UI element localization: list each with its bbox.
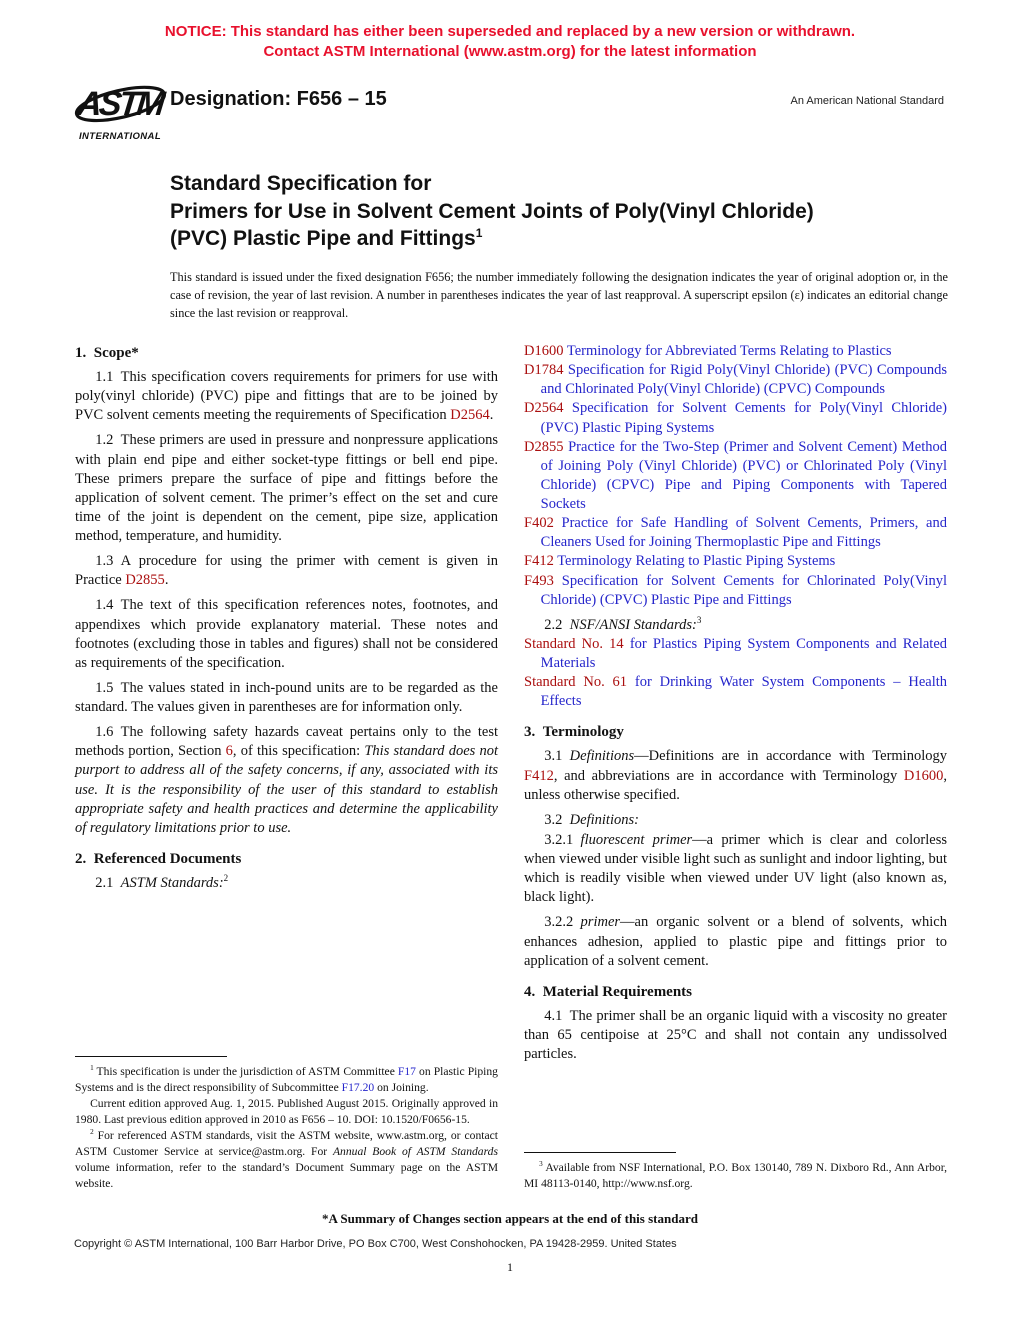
doc-link[interactable]: D2855 [524, 438, 564, 455]
text-run: 1.6 The following safety hazards caveat pertains only to the test methods portion, Section [75, 724, 498, 760]
astm-logo-icon [72, 72, 168, 130]
footnote-2 [75, 1128, 498, 1192]
para-2-1 [75, 874, 498, 893]
ref-d2855 [524, 438, 947, 515]
text-run: —an organic solvent or a blend of solvents, which enhances adhesion, applied to plastic pipe and fittings prior to application of a solvent cement. [524, 914, 947, 969]
text-run: 1. Scope* [75, 345, 139, 361]
text-run: 2. Referenced Documents [75, 850, 242, 867]
ref-f412 [524, 552, 947, 571]
text-run: . [164, 572, 169, 589]
right-column-footnotes [524, 1152, 947, 1192]
text-run: For referenced ASTM standards, visit the ASTM website, www.astm.org, or contact ASTM Customer Service at service@astm.org. For [75, 1129, 498, 1159]
ref-nsf-standard-61 [524, 673, 947, 711]
issue-note: This standard is issued under the fixed designation F656; the number immediately following the designation indicates the year of original adoption or, in the case of revision, the year of last revision. A number in parentheses indicates the year of last reapproval. A superscript epsilon (ε) indicates an editorial change since the last revision or reapproval. [170, 270, 948, 321]
text-run: . [489, 407, 494, 424]
footnote-ref: 2 [90, 1128, 94, 1137]
footnote-1-edition [75, 1096, 498, 1128]
doc-link[interactable]: D2564 [524, 400, 564, 417]
doc-link[interactable]: D2564 [450, 407, 490, 424]
footnote-1 [75, 1064, 498, 1096]
text-run: 4. Material Requirements [524, 983, 693, 1000]
text-run: 3.2.2 [544, 914, 581, 931]
text-run: fluorescent primer [580, 831, 693, 848]
doc-link[interactable]: D1600 [903, 767, 944, 784]
title-kicker: Standard Specification for [170, 172, 432, 195]
text-run: on Plastic Piping Systems and is the direct responsibility of Subcommittee [75, 1065, 498, 1095]
ref-nsf-standard-14 [524, 635, 947, 673]
doc-link[interactable]: Standard No. 61 [524, 674, 628, 691]
astm-logo-subtitle: INTERNATIONAL [78, 131, 162, 142]
text-run: , unless otherwise specified. [524, 767, 947, 803]
ref-d1784 [524, 361, 947, 399]
withdrawal-notice [0, 22, 1020, 63]
ref-d1600 [524, 342, 947, 361]
national-standard-note: An American National Standard [790, 95, 944, 107]
text-run: 1.1 This specification covers requirements for primers for use with poly(vinyl chloride) (PVC) pipe and fittings that are to be joined by PVC solvent cements meeting the requirements of Specification [75, 369, 498, 424]
doc-link[interactable]: Specification for Solvent Cements for Poly(Vinyl Chloride) (PVC) Plastic Piping Systems [540, 400, 947, 436]
section-heading-terminology [524, 724, 947, 741]
footnote-ref: 3 [539, 1160, 543, 1169]
para-1-1 [75, 368, 498, 425]
footnote-rule [75, 1056, 227, 1057]
doc-link[interactable]: F17.20 [341, 1081, 375, 1095]
footnote-ref: 2 [223, 873, 229, 884]
para-1-4 [75, 596, 498, 673]
section-heading-material-requirements [524, 984, 947, 1001]
text-run: Current edition approved Aug. 1, 2015. Published August 2015. Originally approved in 1980. Last previous edition approved in 2010 as F656 – 10. DOI: 10.1520/F0656-15. [75, 1097, 498, 1127]
withdrawal-notice-line1: NOTICE: This standard has either been superseded and replaced by a new version or withdrawn. [164, 23, 856, 40]
text-run: This standard does not purport to address all of the safety concerns, if any, associated with its use. It is the responsibility of the user of this standard to establish appropriate safety and health practices and determine the applicability of regulatory limitations prior to use. [75, 743, 498, 836]
title-main [170, 198, 820, 253]
text-run: primer [580, 914, 621, 931]
text-run: Available from NSF International, P.O. Box 130140, 789 N. Dixboro Rd., Ann Arbor, MI 48113-0140, http://www.nsf.org. [524, 1161, 947, 1191]
text-run: NSF/ANSI Standards: [569, 616, 697, 633]
doc-link[interactable]: Standard No. 14 [524, 635, 624, 652]
text-run: , of this specification: [232, 743, 365, 760]
copyright-line: Copyright © ASTM International, 100 Barr Harbor Drive, PO Box C700, West Conshohocken, PA 19428-2959. United States [74, 1238, 677, 1250]
para-3-2 [524, 811, 947, 830]
footnote-rule [524, 1152, 676, 1153]
ref-f493 [524, 572, 947, 610]
text-run: , and abbreviations are in accordance with Terminology [553, 767, 904, 784]
section-heading-referenced-documents [75, 851, 498, 868]
para-1-2 [75, 431, 498, 546]
doc-link[interactable]: D1600 [524, 343, 564, 359]
text-run: Definitions [569, 748, 635, 765]
doc-link[interactable]: Practice for Safe Handling of Solvent Cements, Primers, and Cleaners Used for Joining Thermoplastic Pipe and Fittings [540, 515, 947, 551]
text-run: ASTM Standards: [120, 874, 224, 891]
doc-link[interactable]: Terminology Relating to Plastic Piping Systems [553, 553, 836, 570]
two-column-body [75, 342, 947, 1192]
para-3-2-2 [524, 913, 947, 970]
doc-link[interactable]: for Plastics Piping System Components and Related Materials [540, 635, 947, 671]
right-column [524, 342, 947, 1192]
para-3-1 [524, 747, 947, 804]
para-1-3 [75, 552, 498, 590]
text-run: on Joining. [374, 1081, 429, 1095]
text-run: 1.3 A procedure for using the primer with cement is given in Practice [75, 553, 498, 589]
withdrawal-notice-line2: Contact ASTM International (www.astm.org) for the latest information [263, 43, 757, 61]
text-run: —a primer which is clear and colorless when viewed under visible light such as sunlight and indoor lighting, but which is readily visible when viewed under UV light (also known as, black light). [524, 831, 947, 906]
text-run: 1.4 The text of this specification references notes, footnotes, and appendixes which provide explanatory material. These notes and footnotes (excluding those in tables and figures) shall not be considered as requirements of the specification. [75, 597, 498, 671]
doc-link[interactable]: Specification for Rigid Poly(Vinyl Chloride) (PVC) Compounds and Chlorinated Poly(Vinyl Chloride) (CPVC) Compounds [540, 362, 947, 398]
text-run: 3. Terminology [524, 724, 624, 741]
text-run: 2.2 [544, 616, 570, 633]
text-run: 2.1 [95, 874, 121, 891]
doc-link[interactable]: D1784 [524, 362, 564, 379]
left-column [75, 342, 498, 1192]
ref-d2564 [524, 399, 947, 437]
para-1-5 [75, 679, 498, 717]
doc-link[interactable]: Specification for Solvent Cements for Chlorinated Poly(Vinyl Chloride) (CPVC) Plastic Pipe and Fittings [540, 572, 947, 608]
footnote-ref: 1 [90, 1064, 94, 1073]
svg-text:ASTM: ASTM [75, 85, 164, 123]
doc-link[interactable]: F17 [397, 1065, 416, 1079]
text-run: This specification is under the jurisdiction of ASTM Committee [93, 1065, 398, 1079]
text-run: —Definitions are in accordance with Terminology [634, 748, 947, 765]
text-run: 1.2 These primers are used in pressure and nonpressure applications with plain end pipe and either socket-type fittings or bell end pipe. These primers prepare the surface of pipe and fittings before the application of solvent cement. The primer’s effect on the set and cure time of the joint is dependent on the cement, pipe size, application method, temperature, and humidity. [75, 432, 498, 544]
text-run: Definitions: [569, 811, 639, 828]
text-run: 4.1 The primer shall be an organic liquid with a viscosity no greater than 65 centipoise at 25°C and shall not contain any undissolved particles. [524, 1007, 947, 1062]
para-2-2 [524, 616, 947, 635]
title-footnote-ref: 1 [475, 226, 483, 241]
doc-link[interactable]: Terminology for Abbreviated Terms Relating to Plastics [563, 343, 892, 359]
doc-link[interactable]: F412 [524, 553, 554, 570]
designation-label: Designation: F656 – 15 [170, 88, 387, 110]
text-run: volume information, refer to the standard’s Document Summary page on the ASTM website. [75, 1161, 498, 1191]
doc-link[interactable]: F402 [524, 515, 554, 532]
right-column-content [524, 342, 947, 1064]
doc-link[interactable]: F493 [524, 572, 554, 589]
footnote-ref: 3 [696, 614, 702, 625]
text-run: Annual Book of ASTM Standards [332, 1145, 498, 1159]
document-title [170, 170, 820, 253]
text-run: 1.5 The values stated in inch-pound units are to be regarded as the standard. The values given in parentheses are for information only. [75, 679, 498, 715]
astm-logo [70, 72, 170, 142]
page-number: 1 [507, 1260, 513, 1274]
para-4-1 [524, 1007, 947, 1064]
left-column-footnotes [75, 1056, 498, 1192]
text-run: 3.2.1 [544, 831, 581, 848]
doc-link[interactable]: for Drinking Water System Components – Health Effects [540, 674, 947, 710]
footnote-3 [524, 1160, 947, 1192]
doc-link[interactable]: Practice for the Two-Step (Primer and Solvent Cement) Method of Joining Poly (Vinyl Chloride) (PVC) or Chlorinated Poly (Vinyl Chloride) (CPVC) Pipe and Piping Components with Tapered Sockets [540, 438, 947, 512]
text-run: 3.1 [544, 748, 570, 765]
left-column-content [75, 342, 498, 893]
text-run: 3.2 [544, 811, 570, 828]
doc-link[interactable]: D2855 [125, 572, 165, 589]
title-main-text: Primers for Use in Solvent Cement Joints of Poly(Vinyl Chloride) (PVC) Plastic Pipe and Fittings [170, 199, 814, 251]
ref-f402 [524, 514, 947, 552]
para-3-2-1 [524, 831, 947, 908]
doc-link[interactable]: 6 [225, 743, 233, 760]
summary-of-changes-note: *A Summary of Changes section appears at the end of this standard [322, 1211, 698, 1226]
section-heading-scope [75, 345, 498, 362]
doc-link[interactable]: F412 [524, 767, 554, 784]
para-1-6 [75, 723, 498, 838]
